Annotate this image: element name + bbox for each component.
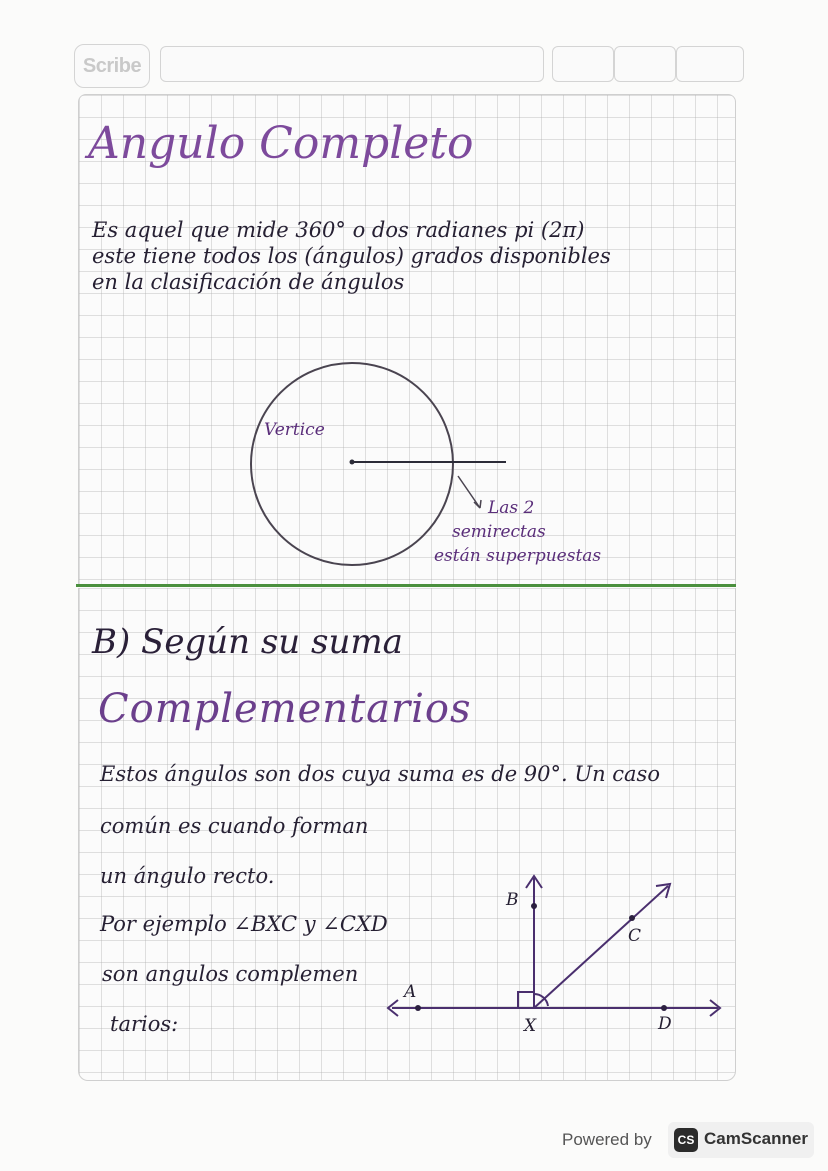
point-c (629, 915, 635, 921)
section2-line-6: tarios: (110, 1012, 179, 1036)
section2-line-5: son angulos complemen (102, 962, 359, 986)
section1-line-3: en la clasificación de ángulos (92, 270, 405, 294)
camscanner-icon: CS (674, 1128, 698, 1152)
label-d: D (658, 1014, 672, 1034)
camscanner-name: CamScanner (704, 1129, 808, 1148)
angle-arc (534, 994, 548, 1006)
vertex-label: Vertice (264, 420, 325, 440)
right-angle-mark (518, 992, 534, 1008)
label-x: X (524, 1016, 537, 1036)
section2-line-2: común es cuando forman (100, 814, 369, 838)
point-d (661, 1005, 667, 1011)
section1-line-2: este tiene todos los (ángulos) grados disponibles (92, 244, 611, 268)
note-line-1: Las 2 (488, 498, 535, 518)
section2-line-3: un ángulo recto. (100, 864, 275, 888)
ray-xc (534, 886, 668, 1008)
notebook-brand-logo: Scribe (74, 44, 150, 88)
label-c: C (628, 926, 642, 946)
label-a: A (404, 982, 417, 1002)
label-b: B (506, 890, 519, 910)
section1-line-1: Es aquel que mide 360° o dos radianes pi (2π) (92, 218, 585, 242)
section1-title: Angulo Completo (88, 118, 474, 169)
section2-title: Complementarios (98, 686, 472, 732)
section2-line-1: Estos ángulos son dos cuya suma es de 90°. Un caso (100, 762, 660, 786)
note-line-3: están superpuestas (434, 546, 602, 566)
camscanner-logo (668, 1122, 814, 1158)
point-a (415, 1005, 421, 1011)
powered-by-text: Powered by (562, 1130, 652, 1149)
section2-line-4: Por ejemplo ∠BXC y ∠CXD (100, 912, 388, 936)
section2-heading: B) Según su suma (92, 622, 403, 662)
point-b (531, 903, 537, 909)
note-line-2: semirectas (452, 522, 546, 542)
